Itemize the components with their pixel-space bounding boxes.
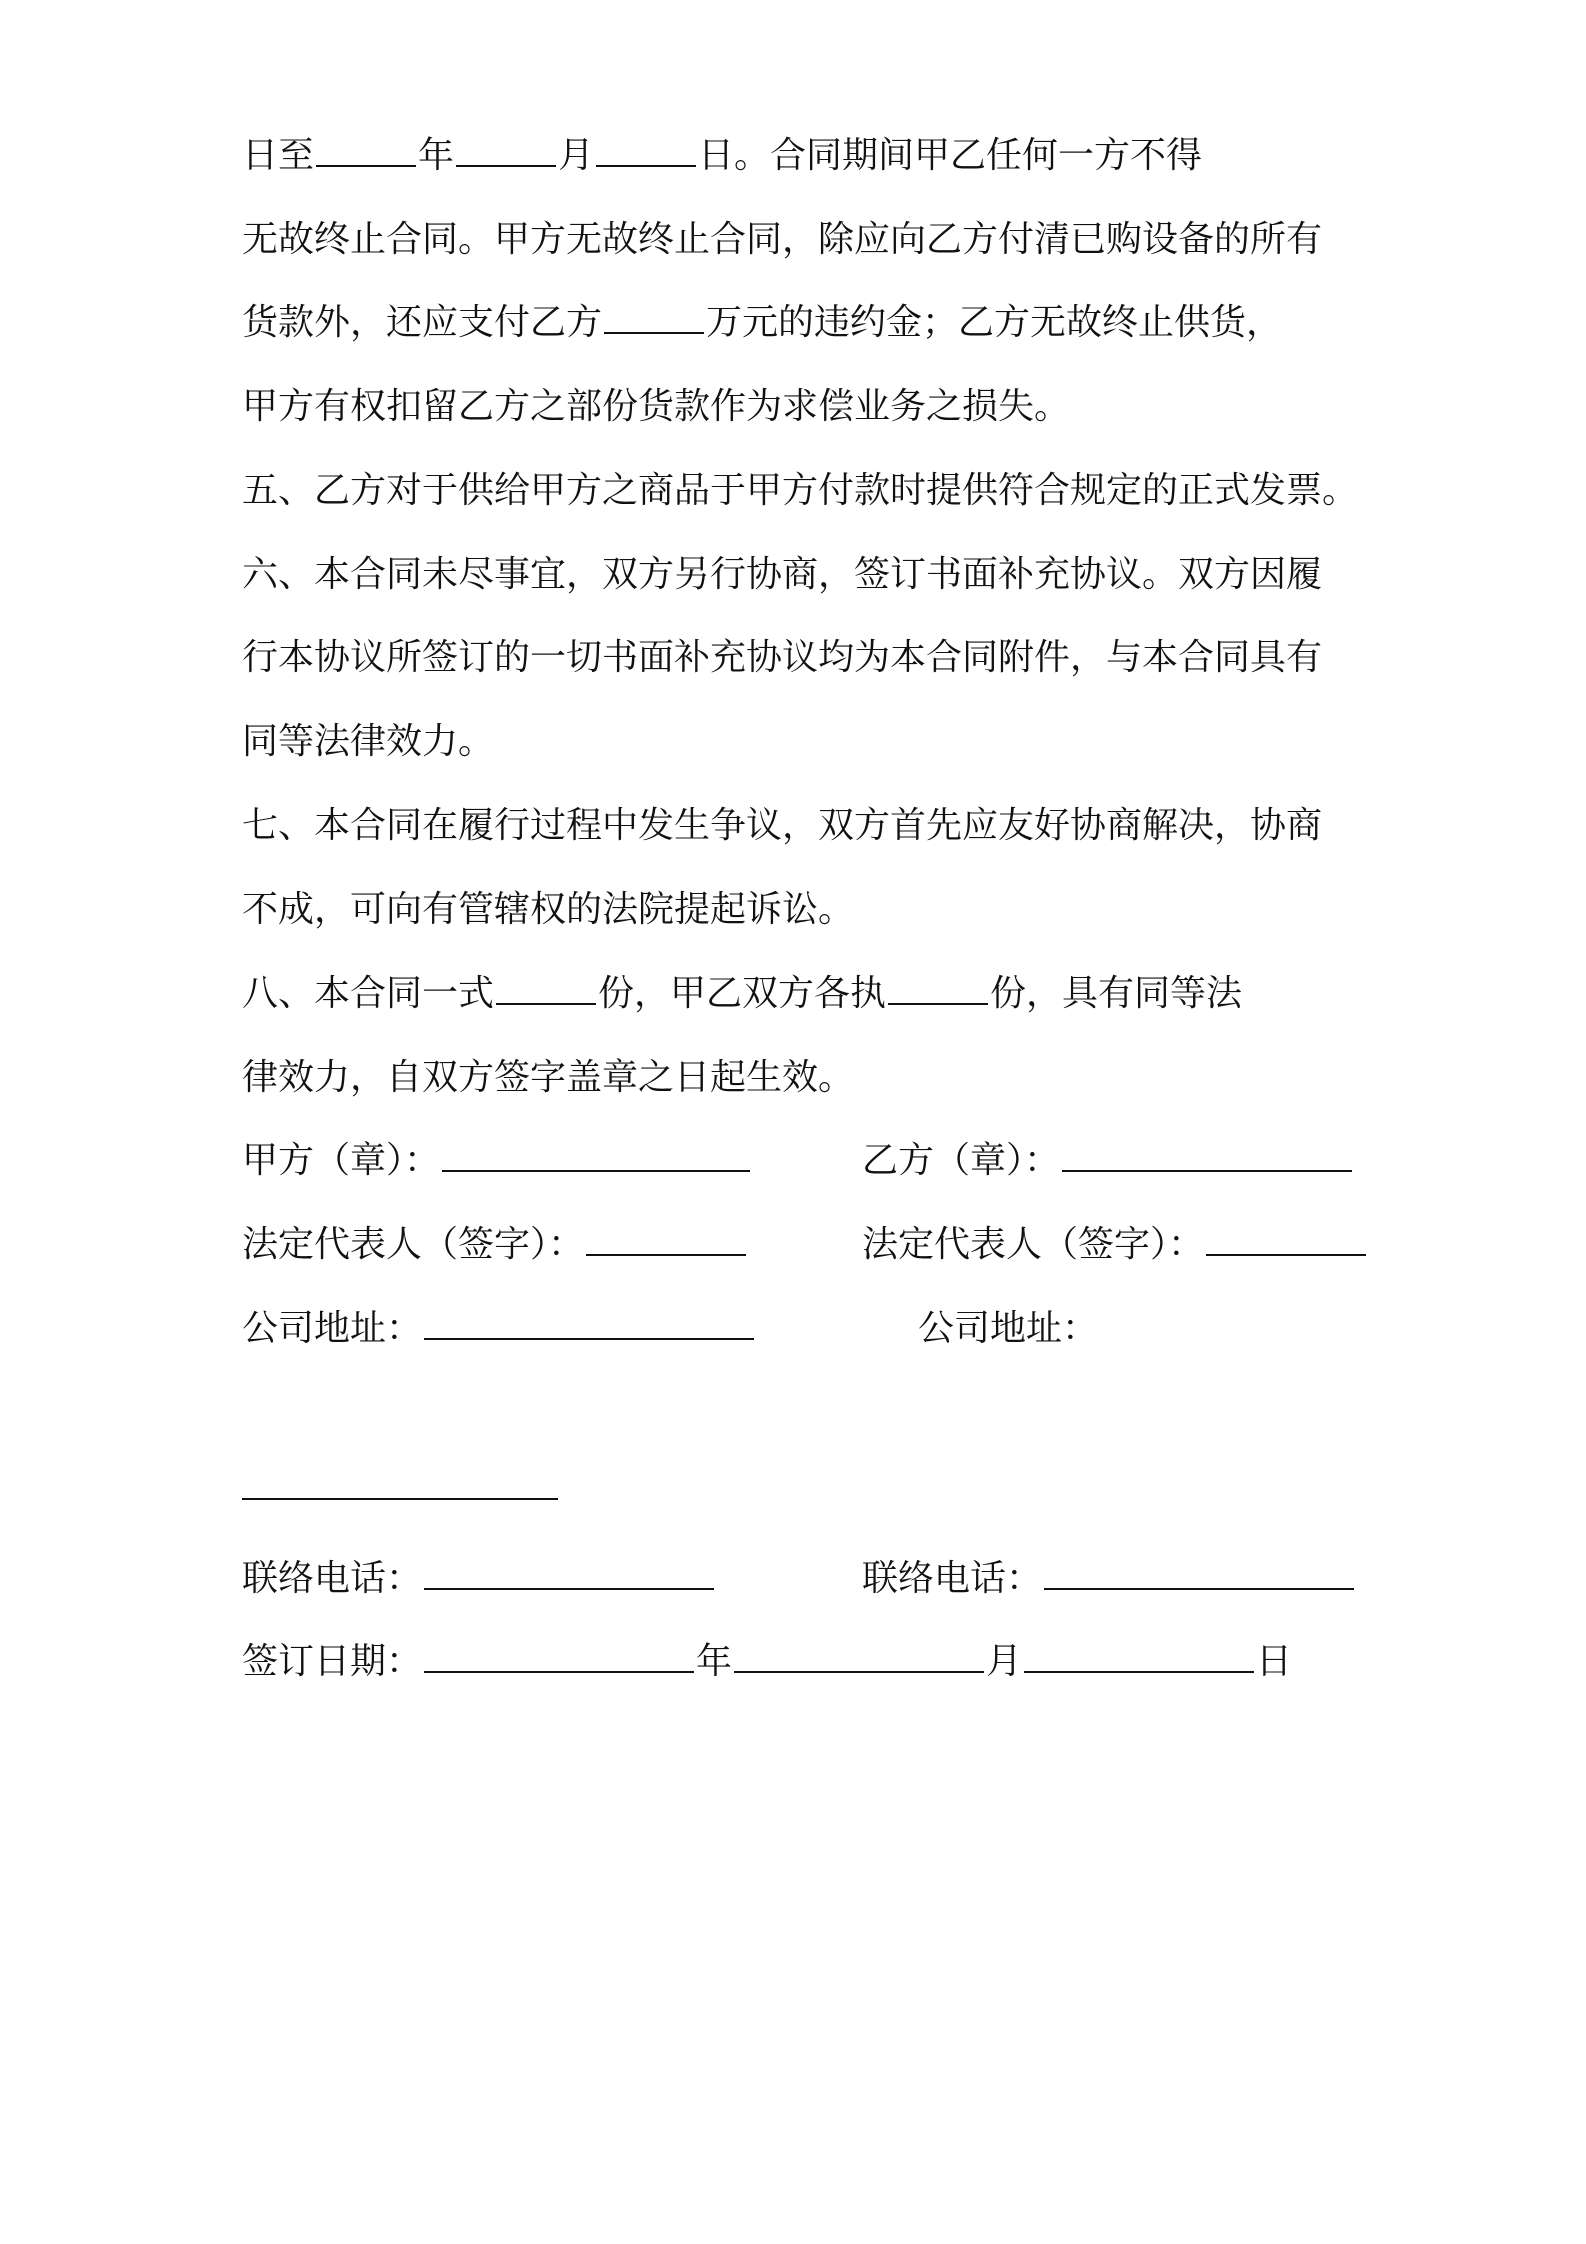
month-label: 月 — [986, 1641, 1023, 1682]
party-a-rep — [242, 1221, 748, 1269]
text-segment: 份，甲乙双方各执 — [598, 973, 887, 1014]
clause-line-12: 律效力，自双方签字盖章之日起生效。 — [242, 1057, 855, 1098]
party-a-address-label: 公司地址： — [242, 1308, 423, 1349]
clause-line-2: 无故终止合同。甲方无故终止合同，除应向乙方付清已购设备的所有 — [242, 219, 1323, 260]
clause-line-6: 六、本合同未尽事宜，双方另行协商，签订书面补充协议。双方因履 — [242, 554, 1323, 595]
seal-row — [242, 1137, 1362, 1185]
text-segment: 八、本合同一式 — [242, 973, 495, 1014]
text-segment: 年 — [418, 135, 455, 176]
party-a-rep-label: 法定代表人（签字）： — [242, 1224, 585, 1265]
clause-line-11 — [242, 970, 1242, 1018]
year-label: 年 — [696, 1641, 733, 1682]
blank-field — [1024, 1663, 1254, 1673]
blank-field — [316, 157, 416, 167]
party-b-address-label: 公司地址： — [918, 1308, 1099, 1349]
representative-row — [242, 1221, 1362, 1269]
party-a-seal — [242, 1137, 752, 1185]
address-row — [242, 1305, 1362, 1353]
blank-field — [1044, 1580, 1354, 1590]
text-segment: 日。合同期间甲乙任何一方不得 — [698, 135, 1203, 176]
blank-field — [424, 1580, 714, 1590]
blank-field — [586, 1246, 746, 1256]
clause-line-3 — [242, 299, 1282, 347]
blank-field — [1206, 1246, 1366, 1256]
clause-line-1 — [242, 132, 1202, 180]
clause-line-9: 七、本合同在履行过程中发生争议，双方首先应友好协商解决，协商 — [242, 805, 1323, 846]
party-a-address — [242, 1305, 756, 1353]
text-segment: 万元的违约金；乙方无故终止供货， — [706, 302, 1283, 343]
party-a-phone-label: 联络电话： — [242, 1558, 423, 1599]
party-b-seal-label: 乙方（章）： — [862, 1140, 1061, 1181]
blank-field — [734, 1663, 984, 1673]
blank-field — [442, 1162, 750, 1172]
party-b-phone — [862, 1555, 1356, 1603]
party-a-seal-label: 甲方（章）： — [242, 1140, 441, 1181]
blank-field — [496, 995, 596, 1005]
blank-field — [604, 324, 704, 334]
clause-line-8: 同等法律效力。 — [242, 721, 495, 762]
blank-field — [888, 995, 988, 1005]
party-b-address-blank — [242, 1498, 558, 1500]
sign-date-label: 签订日期： — [242, 1641, 423, 1682]
blank-field — [596, 157, 696, 167]
party-b-phone-label: 联络电话： — [862, 1558, 1043, 1599]
clause-line-10: 不成，可向有管辖权的法院提起诉讼。 — [242, 889, 855, 930]
clause-line-5: 五、乙方对于供给甲方之商品于甲方付款时提供符合规定的正式发票。 — [242, 470, 1359, 511]
text-segment: 月 — [558, 135, 595, 176]
blank-field — [424, 1663, 694, 1673]
party-b-seal — [862, 1137, 1354, 1185]
sign-date — [242, 1638, 1292, 1686]
phone-row — [242, 1555, 1362, 1603]
text-segment: 日至 — [242, 135, 315, 176]
blank-field — [456, 157, 556, 167]
blank-field — [1062, 1162, 1352, 1172]
text-segment: 份，具有同等法 — [990, 973, 1243, 1014]
clause-line-4: 甲方有权扣留乙方之部份货款作为求偿业务之损失。 — [242, 386, 1071, 427]
party-b-rep — [862, 1221, 1368, 1269]
party-b-address — [918, 1305, 1098, 1353]
clause-line-7: 行本协议所签订的一切书面补充协议均为本合同附件，与本合同具有 — [242, 637, 1323, 678]
date-row — [242, 1638, 1362, 1686]
party-a-phone — [242, 1555, 716, 1603]
text-segment: 货款外，还应支付乙方 — [242, 302, 603, 343]
day-label: 日 — [1256, 1641, 1293, 1682]
blank-field — [424, 1330, 754, 1340]
party-b-rep-label: 法定代表人（签字）： — [862, 1224, 1205, 1265]
